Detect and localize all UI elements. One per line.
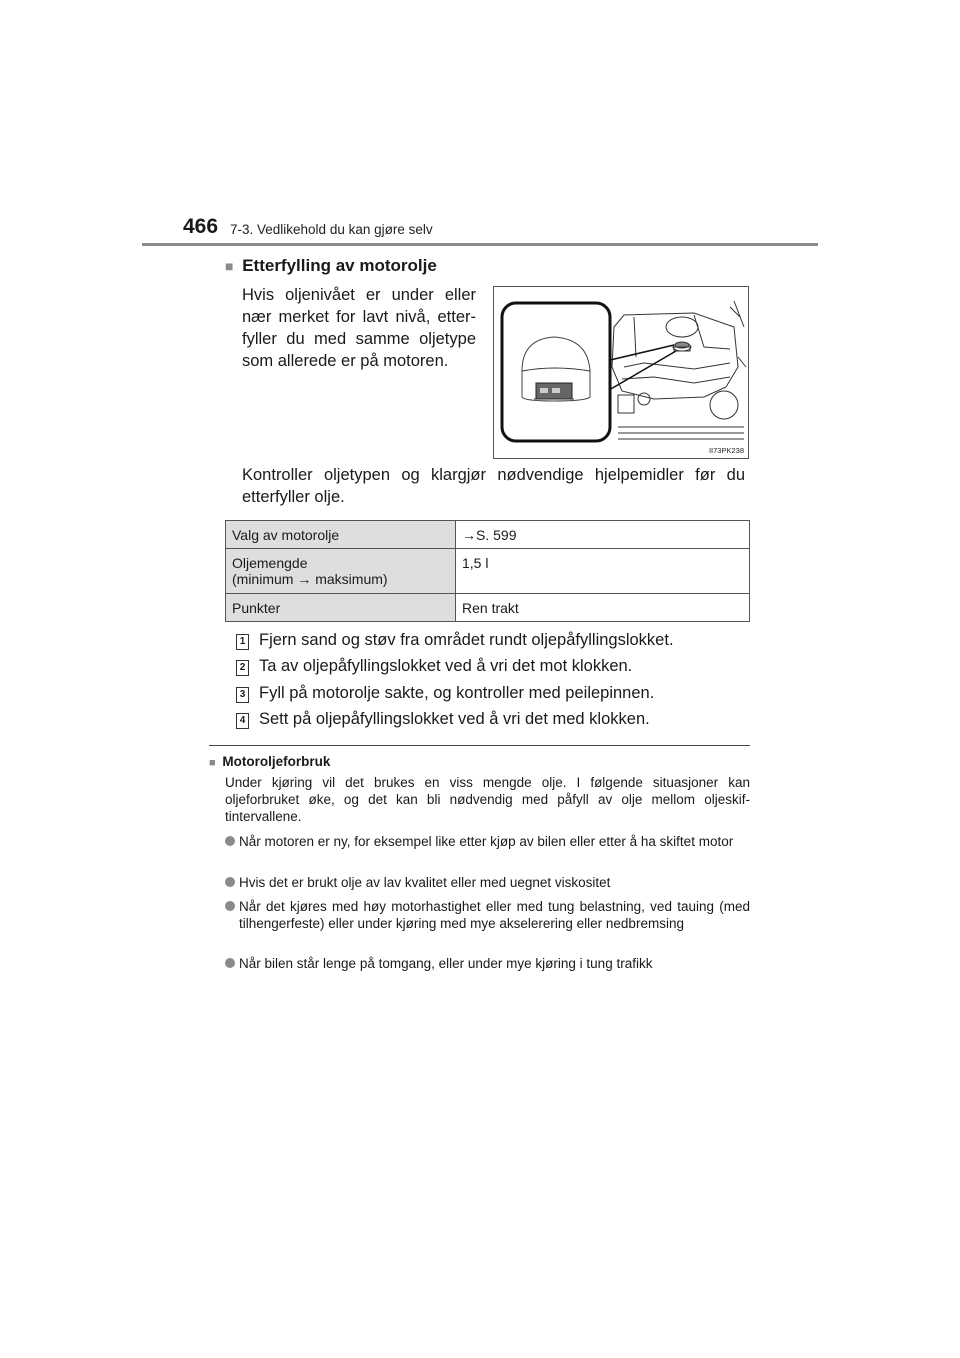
step-number: 3 <box>236 687 249 703</box>
table-value-cell: 1,5 l <box>456 549 750 594</box>
note-heading <box>209 754 330 769</box>
table-value-cell: →S. 599 <box>456 521 750 549</box>
page-number: 466 <box>183 215 219 238</box>
step-number: 2 <box>236 660 249 676</box>
step-text: Ta av oljepåfyllingslokket ved å vri det mot klokken. <box>259 657 633 675</box>
table-value-cell: Ren trakt <box>456 594 750 622</box>
list-item-text: Når bilen står lenge på tomgang, eller under mye kjøring i tung trafikk <box>239 956 653 971</box>
table-label-cell: Punkter <box>226 594 456 622</box>
table-label-cell: Valg av motorolje <box>226 521 456 549</box>
step-text: Fyll på motorolje sakte, og kontroller med peilepinnen. <box>259 684 655 702</box>
step-item <box>236 710 650 729</box>
step-text: Fjern sand og støv fra området rundt oljepåfyllingslokket. <box>259 631 674 649</box>
step-text: Sett på oljepåfyllingslokket ved å vri det med klokken. <box>259 710 650 728</box>
intro-paragraph: Hvis oljenivået er under eller nær merket for lavt nivå, etterfyller du med samme oljetype som allerede er på motoren. <box>242 286 476 370</box>
square-bullet-icon: ■ <box>225 258 234 274</box>
step-number: 4 <box>236 713 249 729</box>
table-row <box>226 549 750 594</box>
list-item <box>225 898 750 932</box>
bullet-dot-icon <box>225 901 235 911</box>
step-number: 1 <box>236 634 249 650</box>
table-label-cell: Oljemengde (minimum → maksimum) <box>226 549 456 594</box>
check-paragraph: Kontroller oljetypen og klargjør nødvendige hjelpemidler før du etterfyller olje. <box>242 466 745 506</box>
table-row <box>226 521 750 549</box>
chapter-title: 7-3. Vedlikehold du kan gjøre selv <box>230 222 433 237</box>
list-item-text: Hvis det er brukt olje av lav kvalitet eller med uegnet viskositet <box>239 875 611 890</box>
header-divider <box>142 243 818 246</box>
section-divider <box>209 745 750 746</box>
list-item <box>225 955 750 972</box>
engine-oil-filler-cap-illustration <box>494 287 750 460</box>
figure-code: II73PK238 <box>708 446 744 455</box>
list-item-text: Når det kjøres med høy motorhastighet eller med tung belastning, ved tauing (med tilhengerfeste) eller under kjøring med mye akselerering eller nedbremsing <box>239 899 750 931</box>
note-paragraph: Under kjøring vil det brukes en viss mengde olje. I følgende situasjoner kan oljeforbruket øke, og det kan bli nødvendig med påfyll av olje mellom oljeskiftintervallene. <box>225 775 750 824</box>
engine-illustration <box>493 286 749 459</box>
bullet-dot-icon <box>225 836 235 846</box>
step-item <box>236 657 632 676</box>
step-item <box>236 631 674 650</box>
step-item <box>236 684 654 703</box>
bullet-dot-icon <box>225 877 235 887</box>
section-heading-text: Etterfylling av motorolje <box>242 256 437 275</box>
note-heading-text: Motoroljeforbruk <box>222 754 331 769</box>
list-item-text: Når motoren er ny, for eksempel like etter kjøp av bilen eller etter å ha skiftet motor <box>239 834 734 849</box>
spec-table <box>225 520 750 622</box>
square-bullet-icon: ■ <box>209 757 216 769</box>
list-item <box>225 874 750 891</box>
list-item <box>225 833 750 850</box>
section-heading <box>225 256 437 276</box>
table-row <box>226 594 750 622</box>
bullet-dot-icon <box>225 958 235 968</box>
